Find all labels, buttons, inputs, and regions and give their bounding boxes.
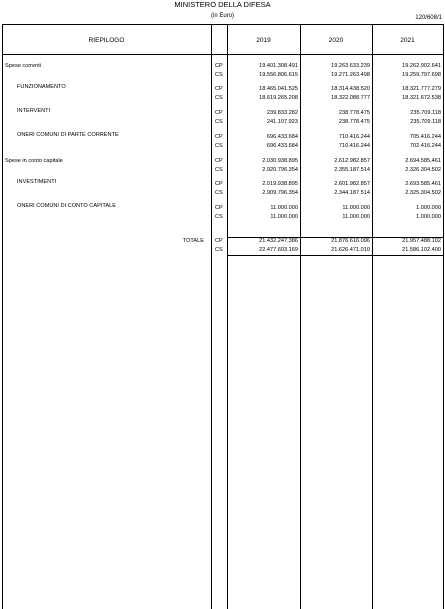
row-cs-tag: CS	[215, 214, 223, 220]
header-year-2021: 2021	[400, 37, 415, 44]
header-riepilogo: RIEPILOGO	[88, 37, 125, 44]
label-column-divider	[211, 24, 212, 609]
row-cp-tag: CP	[215, 86, 223, 92]
cell-cs-2020: 19.271.263.498	[331, 72, 370, 78]
row-cs-tag: CS	[215, 95, 223, 101]
unit-note: (in Euro)	[210, 13, 234, 19]
cell-cp-2020: 710.416.244	[338, 134, 370, 140]
document-code: 120/608/1	[415, 15, 442, 21]
row-cs-tag: CS	[215, 167, 223, 173]
cell-cp-2019: 18.465.041.525	[259, 86, 298, 92]
cell-cs-2019: 696.433.684	[266, 143, 298, 149]
cell-cs-2020: 21.626.471.010	[331, 247, 370, 253]
cell-cp-2020: 2.601.982.857	[334, 181, 370, 187]
cell-cs-2019: 241.107.923	[266, 119, 298, 125]
cell-cp-2021: 19.262.902.641	[402, 63, 441, 69]
row-cp-tag: CP	[215, 134, 223, 140]
cell-cs-2021: 1.000.000	[416, 214, 441, 220]
cell-cp-2021: 18.321.777.279	[402, 86, 441, 92]
cell-cs-2021: 21.586.102.400	[402, 247, 441, 253]
cell-cs-2021: 2.325.304.502	[405, 190, 441, 196]
cell-cp-2020: 2.612.982.857	[334, 158, 370, 164]
cell-cs-2021: 19.259.797.698	[402, 72, 441, 78]
cell-cs-2019: 22.477.603.169	[259, 247, 298, 253]
cell-cs-2021: 18.321.672.538	[402, 95, 441, 101]
header-bottom-border	[2, 54, 443, 55]
row-label-investimenti: INVESTIMENTI	[17, 179, 57, 185]
document-title: MINISTERO DELLA DIFESA	[174, 0, 271, 9]
table-right-border	[443, 24, 444, 609]
cell-cp-2020: 11.000.000	[342, 205, 370, 211]
row-cp-tag: CP	[215, 238, 223, 244]
cell-cp-2019: 2.019.938.895	[262, 181, 298, 187]
table-top-border	[2, 24, 443, 25]
cell-cp-2021: 2.694.585.461	[405, 158, 441, 164]
row-cp-tag: CP	[215, 181, 223, 187]
cell-cp-2021: 705.416.244	[409, 134, 441, 140]
cell-cp-2019: 19.401.308.491	[259, 63, 298, 69]
table-left-border	[2, 24, 3, 609]
cell-cs-2019: 2.920.796.354	[262, 167, 298, 173]
cell-cp-2020: 238.778.475	[338, 110, 370, 116]
cell-cp-2019: 21.432.247.386	[259, 238, 298, 244]
cell-cs-2019: 18.619.265.208	[259, 95, 298, 101]
cell-cp-2021: 235.709.118	[410, 110, 441, 116]
row-label-funzionamento: FUNZIONAMENTO	[17, 84, 66, 90]
row-label-spese-correnti: Spese correnti	[5, 63, 42, 69]
row-cs-tag: CS	[215, 72, 223, 78]
cell-cp-2019: 696.433.684	[266, 134, 298, 140]
cell-cs-2019: 11.000.000	[270, 214, 298, 220]
cell-cp-2019: 239.833.282	[266, 110, 298, 116]
row-cs-tag: CS	[215, 119, 223, 125]
row-label-oneri-parte-corrente: ONERI COMUNI DI PARTE CORRENTE	[17, 132, 119, 138]
cell-cs-2021: 235.709.118	[410, 119, 441, 125]
row-cp-tag: CP	[215, 110, 223, 116]
cell-cp-2021: 1.000.000	[416, 205, 441, 211]
row-cp-tag: CP	[215, 63, 223, 69]
cell-cp-2020: 21.876.616.096	[331, 238, 370, 244]
cell-cs-2020: 18.322.088.777	[331, 95, 370, 101]
cell-cp-2019: 11.000.000	[270, 205, 298, 211]
cell-cs-2020: 2.355.187.514	[334, 167, 370, 173]
cell-cs-2021: 2.326.304.502	[405, 167, 441, 173]
row-cp-tag: CP	[215, 158, 223, 164]
row-cs-tag: CS	[215, 247, 223, 253]
cell-cp-2021: 21.957.488.102	[402, 238, 441, 244]
cell-cs-2020: 11.000.000	[342, 214, 370, 220]
cell-cs-2021: 702.416.244	[409, 143, 441, 149]
header-year-2020: 2020	[328, 37, 344, 44]
row-label-totale: TOTALE	[182, 238, 204, 244]
totale-bottom-rule	[228, 255, 443, 256]
header-year-2019: 2019	[256, 37, 271, 44]
row-cs-tag: CS	[215, 190, 223, 196]
row-label-interventi: INTERVENTI	[17, 108, 51, 114]
cell-cp-2020: 18.314.438.520	[331, 86, 370, 92]
cell-cp-2021: 2.693.585.461	[405, 181, 441, 187]
cell-cs-2020: 238.778.475	[338, 119, 370, 125]
row-label-spese-conto-capitale: Spese in conto capitale	[5, 158, 63, 164]
cell-cs-2019: 2.909.796.354	[262, 190, 298, 196]
row-cp-tag: CP	[215, 205, 223, 211]
row-cs-tag: CS	[215, 143, 223, 149]
row-label-oneri-conto-capitale: ONERI COMUNI DI CONTO CAPITALE	[17, 203, 116, 209]
cell-cs-2020: 2.344.187.514	[334, 190, 370, 196]
cell-cp-2020: 19.263.633.239	[331, 63, 370, 69]
cell-cs-2020: 710.416.244	[338, 143, 370, 149]
cell-cs-2019: 19.556.806.615	[259, 72, 298, 78]
cell-cp-2019: 2.030.938.895	[262, 158, 298, 164]
